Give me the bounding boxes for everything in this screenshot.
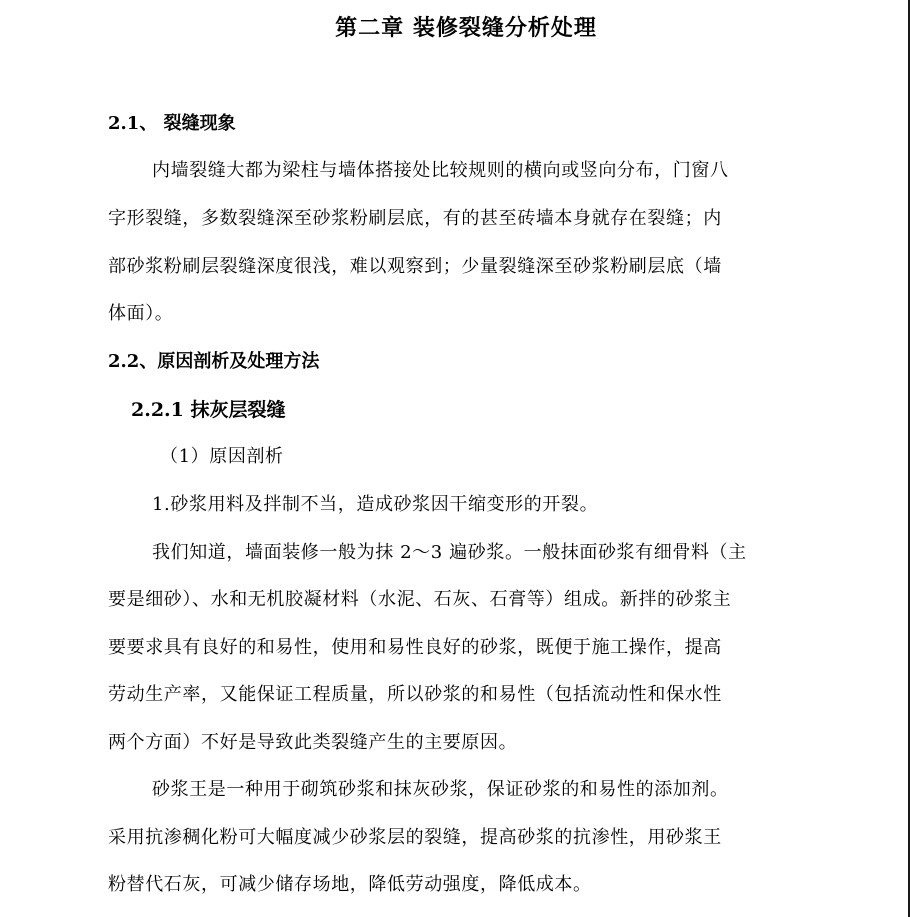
- paragraph-line: 采用抗渗稠化粉可大幅度减少砂浆层的裂缝，提高砂浆的抗渗性，用砂浆王: [108, 827, 722, 848]
- paragraph-line: 粉替代石灰，可减少储存场地，降低劳动强度，降低成本。: [108, 874, 592, 895]
- cause-item-1: 1.砂浆用料及拌制不当，造成砂浆因干缩变形的开裂。: [152, 494, 599, 515]
- paragraph-line: 我们知道，墙面装修一般为抹 2～3 遍砂浆。一般抹面砂浆有细骨料（主: [152, 542, 747, 563]
- paragraph-line: 砂浆王是一种用于砌筑砂浆和抹灰砂浆，保证砂浆的和易性的添加剂。: [152, 779, 729, 800]
- section-heading-2-2: 2.2、原因剖析及处理方法: [108, 351, 320, 372]
- section-heading-2-1: 2.1、 裂缝现象: [108, 113, 236, 134]
- subsection-heading-2-2-1: 2.2.1 抹灰层裂缝: [131, 399, 286, 421]
- paragraph-line: 字形裂缝，多数裂缝深至砂浆粉刷层底，有的甚至砖墙本身就存在裂缝；内: [108, 208, 722, 229]
- cause-analysis-label: （1）原因剖析: [160, 446, 284, 467]
- paragraph-line: 体面）。: [108, 303, 174, 324]
- paragraph-line: 要要求具有良好的和易性，使用和易性良好的砂浆，既便于施工操作，提高: [108, 637, 722, 658]
- paragraph-line: 两个方面）不好是导致此类裂缝产生的主要原因。: [108, 732, 518, 753]
- paragraph-line: 内墙裂缝大都为梁柱与墙体搭接处比较规则的横向或竖向分布，门窗八: [152, 160, 729, 181]
- paragraph-line: 部砂浆粉刷层裂缝深度很浅，难以观察到；少量裂缝深至砂浆粉刷层底（墙: [108, 256, 722, 277]
- paragraph-line: 劳动生产率，又能保证工程质量，所以砂浆的和易性（包括流动性和保水性: [108, 684, 722, 705]
- paragraph-line: 要是细砂）、水和无机胶凝材料（水泥、石灰、石膏等）组成。新拌的砂浆主: [108, 589, 732, 610]
- chapter-title: 第二章 装修裂缝分析处理: [335, 15, 597, 41]
